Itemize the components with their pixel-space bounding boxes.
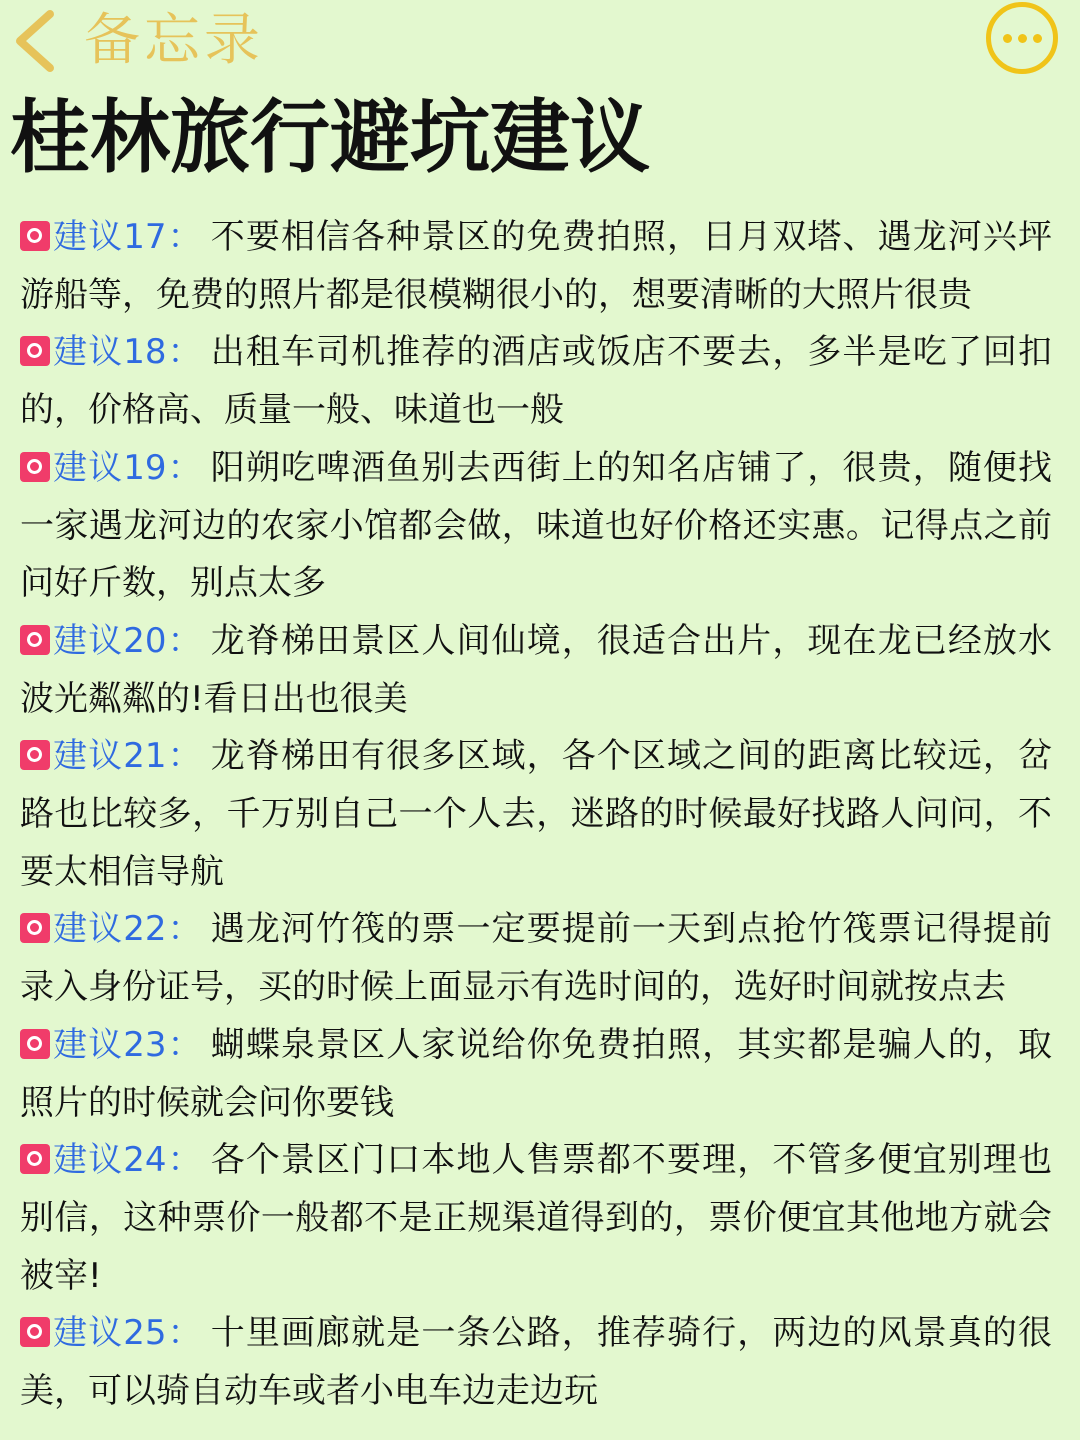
more-dot <box>1033 34 1042 43</box>
bullet-icon <box>20 1317 50 1347</box>
bullet-icon <box>20 336 50 366</box>
tip-label: 建议22 <box>52 909 167 950</box>
tip-item <box>20 901 1052 1016</box>
more-dot <box>1018 34 1027 43</box>
tip-separator: ： <box>166 909 203 950</box>
tip-label: 建议23 <box>52 1024 167 1065</box>
tip-label: 建议17 <box>52 217 167 257</box>
tip-text: 蝴蝶泉景区人家说给你免费拍照，其实都是骗人的，取照片的时候就会问你要钱 <box>20 1024 1053 1123</box>
tip-label: 建议20 <box>52 620 167 661</box>
tip-separator: ： <box>166 1313 203 1354</box>
bullet-icon <box>20 1029 50 1059</box>
tip-label: 建议18 <box>52 332 167 373</box>
tip-separator: ： <box>166 447 203 488</box>
tip-item <box>20 728 1052 901</box>
tip-text: 遇龙河竹筏的票一定要提前一天到点抢竹筏票记得提前录入身份证号，买的时候上面显示有选时间的，选好时间就按点去 <box>20 909 1053 1008</box>
tip-label: 建议24 <box>52 1140 167 1181</box>
back-button[interactable] <box>8 6 264 76</box>
bullet-icon <box>20 913 50 943</box>
back-label: 备忘录 <box>84 8 264 73</box>
bullet-icon <box>20 1144 50 1174</box>
bullet-icon <box>20 221 50 251</box>
tip-label: 建议25 <box>52 1313 167 1354</box>
tip-separator: ： <box>166 332 203 373</box>
bullet-icon <box>20 452 50 482</box>
bullet-icon <box>20 625 50 655</box>
tip-item <box>20 1017 1052 1132</box>
tip-text: 龙脊梯田有很多区域，各个区域之间的距离比较远，岔路也比较多，千万别自己一个人去，迷路的时候最好找路人问问，不要太相信导航 <box>20 736 1053 892</box>
tip-label: 建议19 <box>52 447 167 488</box>
more-horizontal-icon <box>1003 34 1012 43</box>
chevron-left-icon <box>8 6 62 76</box>
more-button[interactable] <box>986 2 1058 74</box>
tip-text: 出租车司机推荐的酒店或饭店不要去，多半是吃了回扣的，价格高、质量一般、味道也一般 <box>20 332 1053 431</box>
tip-item <box>20 440 1052 613</box>
app-header <box>0 0 1080 82</box>
tip-text: 龙脊梯田景区人间仙境，很适合出片，现在龙已经放水波光粼粼的!看日出也很美 <box>20 620 1053 719</box>
tip-text: 各个景区门口本地人售票都不要理，不管多便宜别理也别信，这种票价一般都不是正规渠道得到的，票价便宜其他地方就会被宰! <box>20 1140 1053 1296</box>
tips-list <box>20 209 1052 1421</box>
tip-item <box>20 324 1052 439</box>
tip-separator: ： <box>166 1140 203 1181</box>
tip-item <box>20 1132 1052 1305</box>
tip-text: 不要相信各种景区的免费拍照，日月双塔、遇龙河兴坪游船等，免费的照片都是很模糊很小的，想要清晰的大照片很贵 <box>20 217 1053 315</box>
tip-item <box>20 209 1052 324</box>
tip-item <box>20 613 1052 728</box>
page-title: 桂林旅行避坑建议 <box>10 91 650 184</box>
tip-text: 十里画廊就是一条公路，推荐骑行，两边的风景真的很美，可以骑自动车或者小电车边走边玩 <box>20 1313 1053 1412</box>
tip-separator: ： <box>166 1024 203 1065</box>
tip-label: 建议21 <box>52 736 167 777</box>
tip-separator: ： <box>166 620 203 661</box>
tip-item <box>20 1305 1052 1420</box>
tip-separator: ： <box>166 736 203 777</box>
tip-text: 阳朔吃啤酒鱼别去西街上的知名店铺了，很贵，随便找一家遇龙河边的农家小馆都会做，味道也好价格还实惠。记得点之前问好斤数，别点太多 <box>20 447 1053 604</box>
tip-separator: ： <box>166 217 203 257</box>
bullet-icon <box>20 740 50 770</box>
